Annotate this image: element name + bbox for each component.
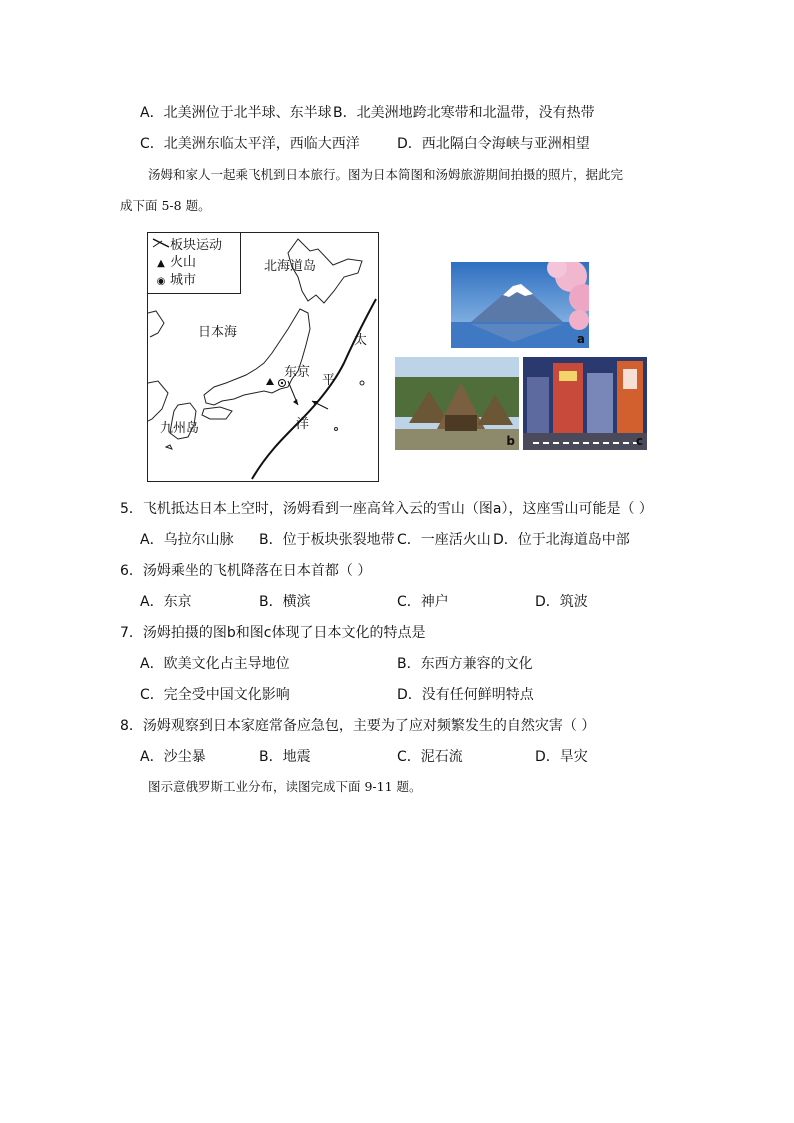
- photo-c-drawing: [523, 357, 647, 450]
- continent-outline: [148, 311, 164, 337]
- q7-option-b: B．东西方兼容的文化: [397, 656, 533, 672]
- q6-option-a: A．东京: [140, 594, 192, 610]
- q6-option-b: B．横滨: [259, 594, 311, 610]
- plate-boundary: [252, 299, 376, 479]
- island-2: [335, 428, 338, 431]
- q6-option-d: D．筑波: [535, 594, 588, 610]
- q8-option-b: B．地震: [259, 749, 311, 765]
- photo-a-tag: a: [576, 332, 585, 346]
- q4-option-d: D．西北隔白令海峡与亚洲相望: [397, 136, 590, 152]
- legend-plate-label: 板块运动: [170, 238, 223, 253]
- q8-stem: 8．汤姆观察到日本家庭常备应急包，主要为了应对频繁发生的自然灾害（ ）: [120, 718, 596, 734]
- photo-b-thatched-houses: [395, 357, 519, 450]
- label-hokkaido: 北海道岛: [264, 259, 317, 274]
- q5-option-c: C．一座活火山: [397, 532, 491, 548]
- label-tokyo: 东京: [284, 365, 311, 380]
- q7-stem: 7．汤姆拍摄的图b和图c体现了日本文化的特点是: [120, 625, 426, 641]
- island-1: [360, 381, 364, 385]
- label-pacific-2: 平: [322, 373, 336, 388]
- photo-b-tag: b: [506, 434, 515, 448]
- legend-city-label: 城市: [170, 273, 197, 288]
- q5-option-b: B．位于板块张裂地带: [259, 532, 395, 548]
- island-3: [166, 445, 172, 449]
- plate-motion-icon: [152, 237, 170, 254]
- korea-outline: [148, 381, 168, 421]
- q7-option-d: D．没有任何鲜明特点: [397, 687, 534, 703]
- label-sea-of-japan: 日本海: [198, 325, 238, 340]
- city-icon: ◉: [156, 276, 166, 287]
- map-legend: [148, 233, 241, 294]
- shikoku-outline: [202, 407, 232, 419]
- legend-plate: [152, 237, 222, 254]
- label-pacific-3: 洋: [296, 417, 310, 432]
- legend-volcano: [152, 255, 196, 271]
- intro-5-8-line1: 汤姆和家人一起乘飞机到日本旅行。图为日本简图和汤姆旅游期间拍摄的照片，据此完: [148, 167, 624, 182]
- photo-c-city-street: [523, 357, 647, 450]
- photo-a-mount-fuji: [451, 262, 589, 348]
- legend-volcano-label: 火山: [170, 255, 197, 270]
- japan-map: [147, 232, 379, 482]
- q5-option-d: D．位于北海道岛中部: [493, 532, 630, 548]
- photo-c-tag: c: [635, 434, 643, 448]
- q8-option-d: D．旱灾: [535, 749, 588, 765]
- q6-stem: 6．汤姆乘坐的飞机降落在日本首都（ ）: [120, 563, 372, 579]
- q8-option-c: C．泥石流: [397, 749, 463, 765]
- q4-option-b: B．北美洲地跨北寒带和北温带，没有热带: [333, 105, 595, 121]
- label-kyushu: 九州岛: [160, 421, 200, 436]
- q4-option-c: C．北美洲东临太平洋，西临大西洋: [140, 136, 360, 152]
- intro-9-11: 图示意俄罗斯工业分布，读图完成下面 9-11 题。: [148, 779, 422, 794]
- q7-option-a: A．欧美文化占主导地位: [140, 656, 290, 672]
- q7-option-c: C．完全受中国文化影响: [140, 687, 290, 703]
- volcano-icon: ▲: [157, 258, 165, 269]
- photo-a-drawing: [451, 262, 589, 348]
- q5-option-a: A．乌拉尔山脉: [140, 532, 234, 548]
- label-pacific-1: 太: [354, 333, 368, 348]
- q6-option-c: C．神户: [397, 594, 449, 610]
- tokyo-marker-dot: [281, 382, 283, 384]
- q5-stem: 5．飞机抵达日本上空时，汤姆看到一座高耸入云的雪山（图a），这座雪山可能是（ ）: [120, 501, 653, 517]
- photo-b-drawing: [395, 357, 519, 450]
- legend-city: [152, 273, 196, 289]
- q4-option-a: A．北美洲位于北半球、东半球: [140, 105, 332, 121]
- intro-5-8-line2: 成下面 5-8 题。: [120, 198, 211, 213]
- q8-option-a: A．沙尘暴: [140, 749, 206, 765]
- volcano-marker: [266, 378, 274, 385]
